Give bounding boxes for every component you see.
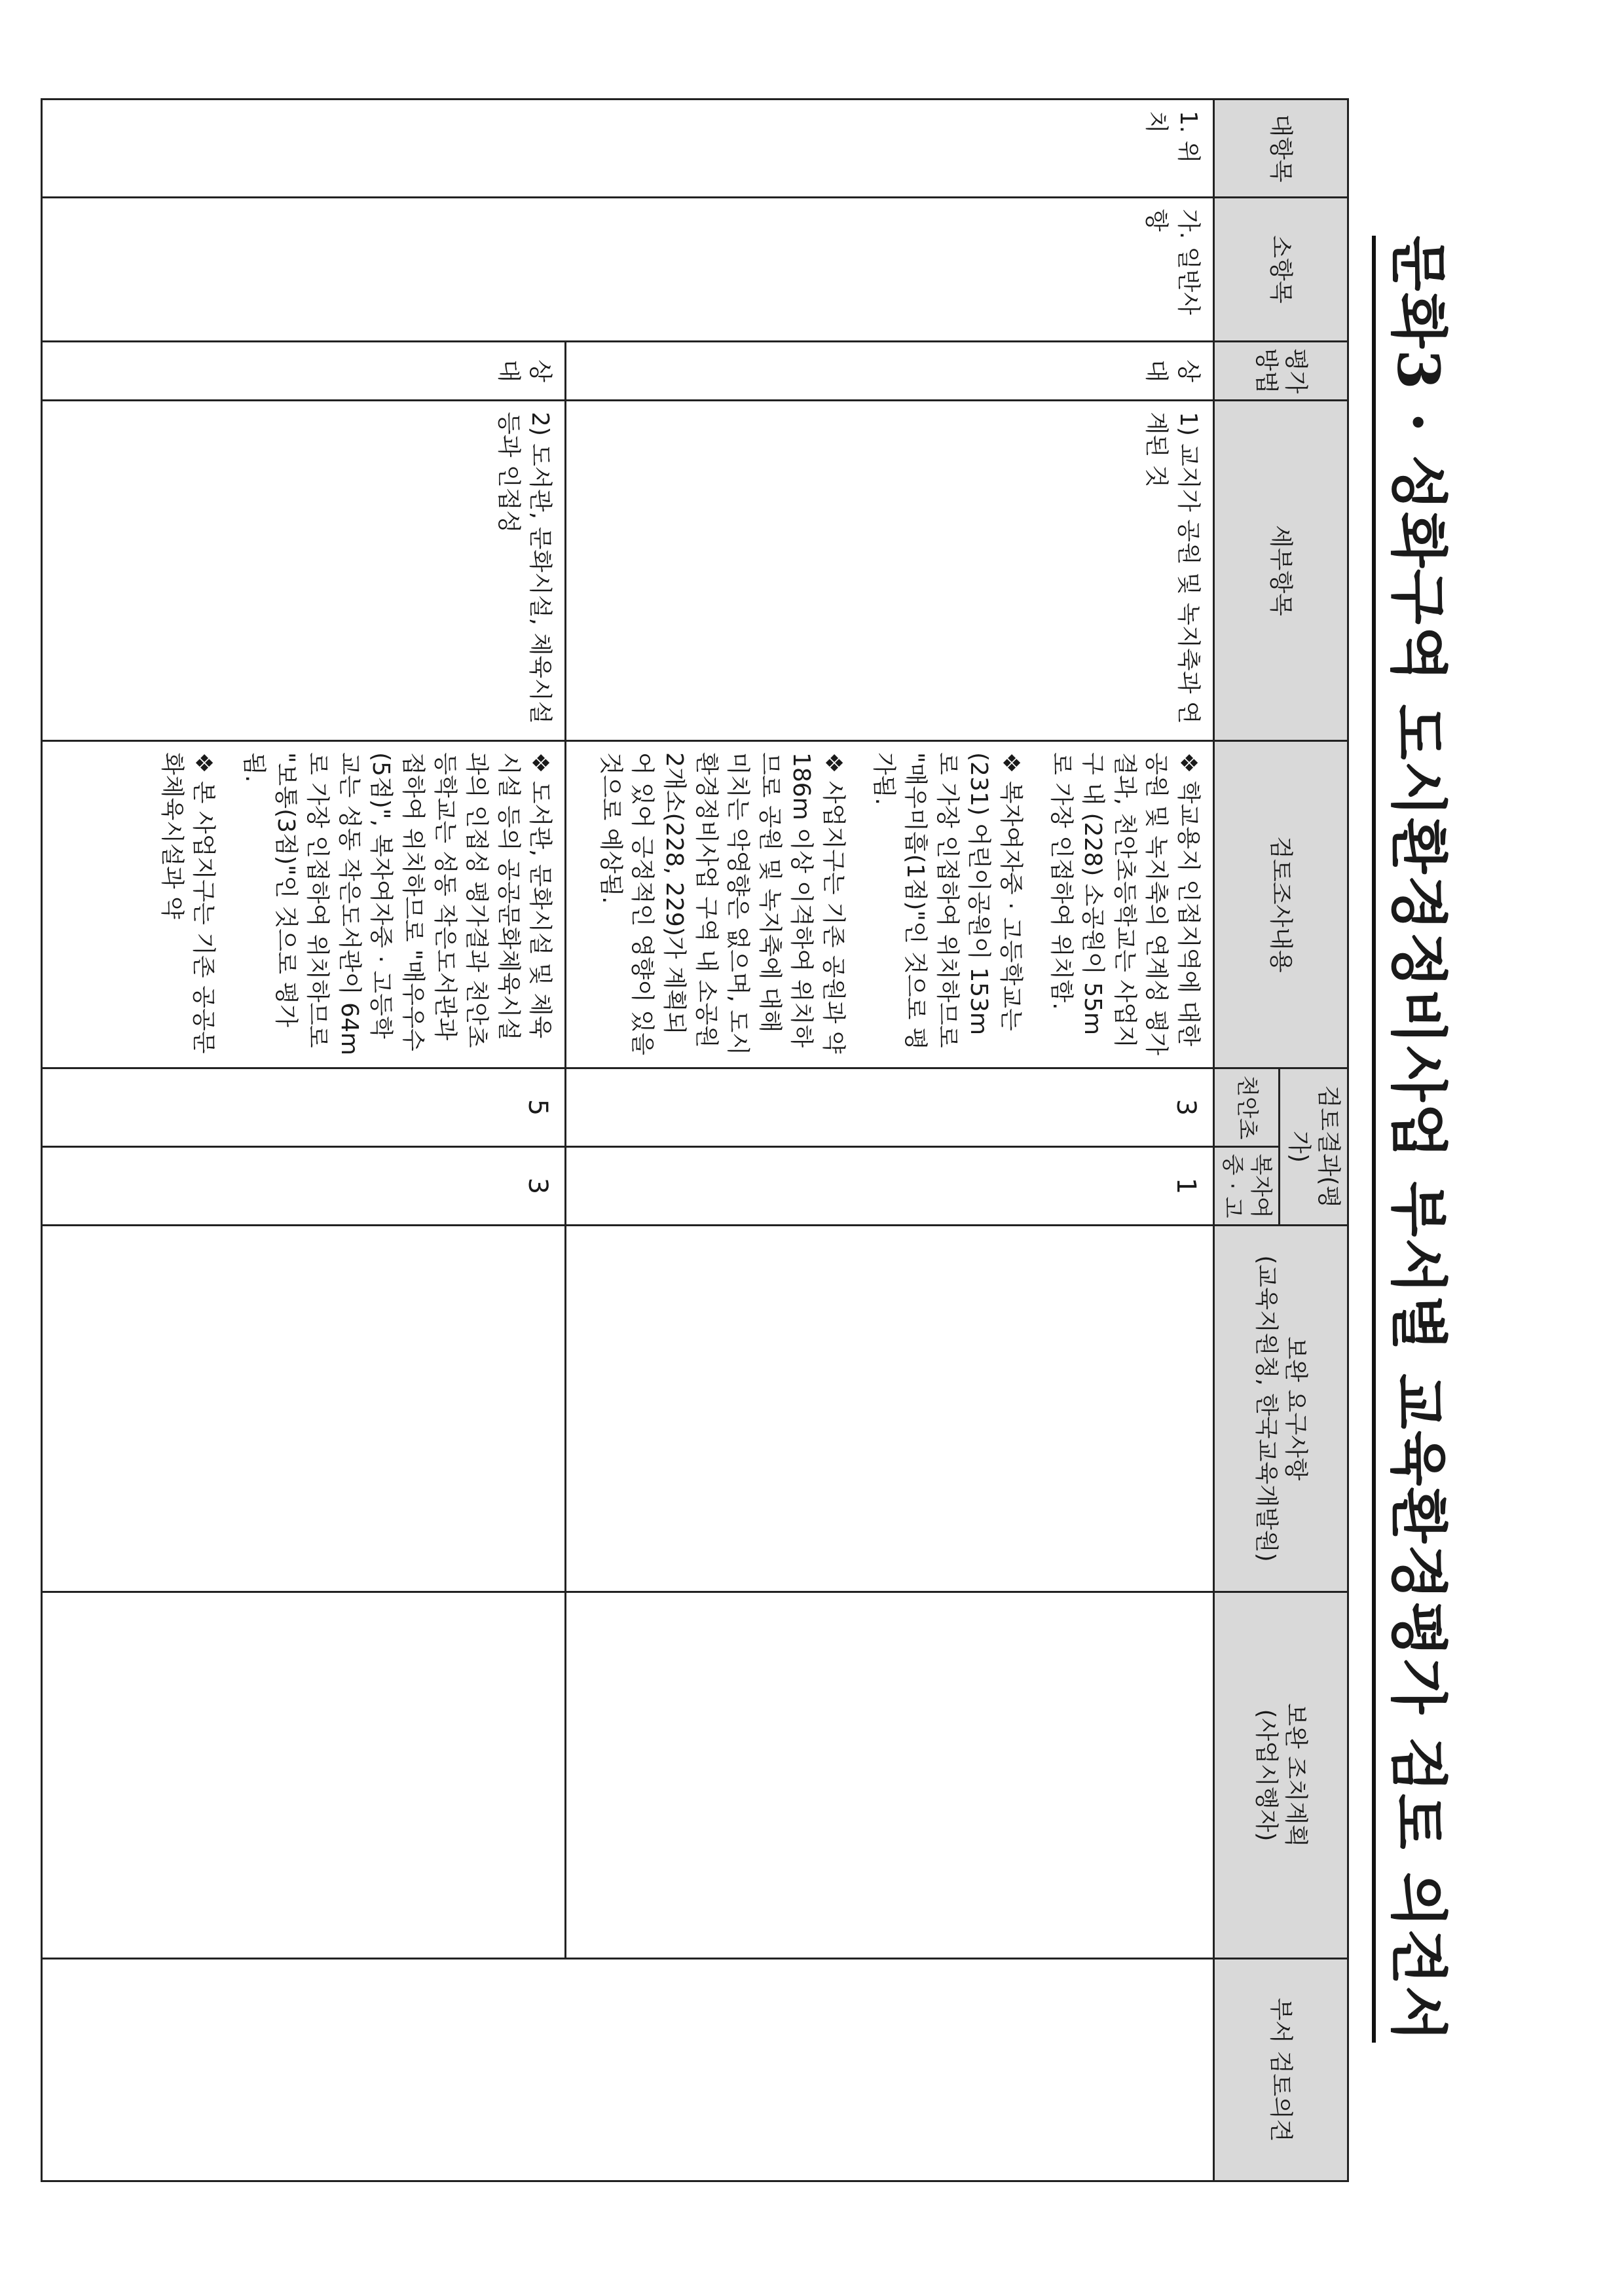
content-paragraph: ❖ 본 사업지구는 기존 공공문화체육시설과 약 — [158, 752, 217, 1054]
header-school-b: 복자여중 · 고 — [1214, 1147, 1280, 1226]
cell-supplement-plan — [42, 1592, 566, 1959]
header-eval-method: 평가 방법 — [1214, 342, 1348, 401]
cell-detail-item: 2) 도서관, 문화시설, 체육시설 등과 인접성 — [42, 401, 566, 741]
header-minor-item: 소항목 — [1214, 198, 1348, 342]
content-paragraph: ❖ 도서관, 문화시설 및 체육시설 등의 공공문화체육시설과의 인접성 평가결과 천안초등학교는 성동 작은도서관과 접하여 위치하므로 "매우우수(5점)", 복자여자중 · 고등학교는 성동 작은도서관이 64m로 가장 인접하여 위치하므로 "보통(3점)"인 것으로 평가됨. — [240, 752, 554, 1055]
cell-score-school-a: 5 — [42, 1068, 566, 1147]
content-paragraph: ❖ 학교용지 인접지역에 대한 공원 및 녹지축의 연계성 평가결과, 천안초등학교는 사업지구 내 (228) 소공원이 55m로 가장 인접하여 위치함. — [1047, 752, 1202, 1056]
header-dept-opinion: 부서 검토의견 — [1214, 1959, 1348, 2181]
cell-major-item: 1. 위치 — [42, 100, 1214, 198]
header-supplement-request: 보완 요구사항 (교육지원청, 한국교육개발원) — [1214, 1226, 1348, 1592]
cell-review-content — [42, 741, 566, 1068]
cell-supplement-request — [566, 1226, 1214, 1592]
header-school-a: 천안초 — [1214, 1068, 1280, 1147]
cell-score-school-b: 3 — [42, 1147, 566, 1226]
cell-eval-method: 상대 — [566, 342, 1214, 401]
rotated-page — [118, 59, 1467, 2219]
cell-review-content — [566, 741, 1214, 1068]
table-row — [42, 100, 566, 2181]
content-paragraph: ❖ 사업지구는 기존 공원과 약 186m 이상 이격하여 위치하므로 공원 및 녹지축에 대해 미치는 악영향은 없으며, 도시환경정비사업 구역 내 소공원 2개소(228, 229)가 계획되어 있어 긍정적인 영향이 있을 것으로 예상됨. — [597, 752, 847, 1056]
content-paragraph: ❖ 복자여자중 · 고등학교는(231) 어린이공원이 153m로 가장 인접하여 위치하므로 "매우미흡(1점)"인 것으로 평가됨. — [870, 752, 1025, 1050]
cell-score-school-a: 3 — [566, 1068, 1214, 1147]
cell-eval-method: 상대 — [42, 342, 566, 401]
cell-minor-item: 가. 일반사항 — [42, 198, 1214, 342]
cell-detail-item: 1) 교지가 공원 및 녹지축과 연계된 것 — [566, 401, 1214, 741]
table-row — [566, 100, 1214, 2181]
header-review-result: 검토결과(평가) — [1280, 1068, 1348, 1226]
cell-supplement-request — [42, 1226, 566, 1592]
cell-dept-opinion — [42, 1959, 1214, 2181]
document-title: 문화3 · 성화구역 도시환경정비사업 부서별 교육환경평가 검토 의견서 — [1369, 59, 1467, 2219]
review-table — [41, 98, 1349, 2182]
header-detail-item: 세부항목 — [1214, 401, 1348, 741]
cell-supplement-plan — [566, 1592, 1214, 1959]
header-supplement-plan: 보완 조치계획 (사업시행자) — [1214, 1592, 1348, 1959]
cell-score-school-b: 1 — [566, 1147, 1214, 1226]
header-review-content: 검토조사내용 — [1214, 741, 1348, 1068]
header-major-item: 대항목 — [1214, 100, 1348, 198]
